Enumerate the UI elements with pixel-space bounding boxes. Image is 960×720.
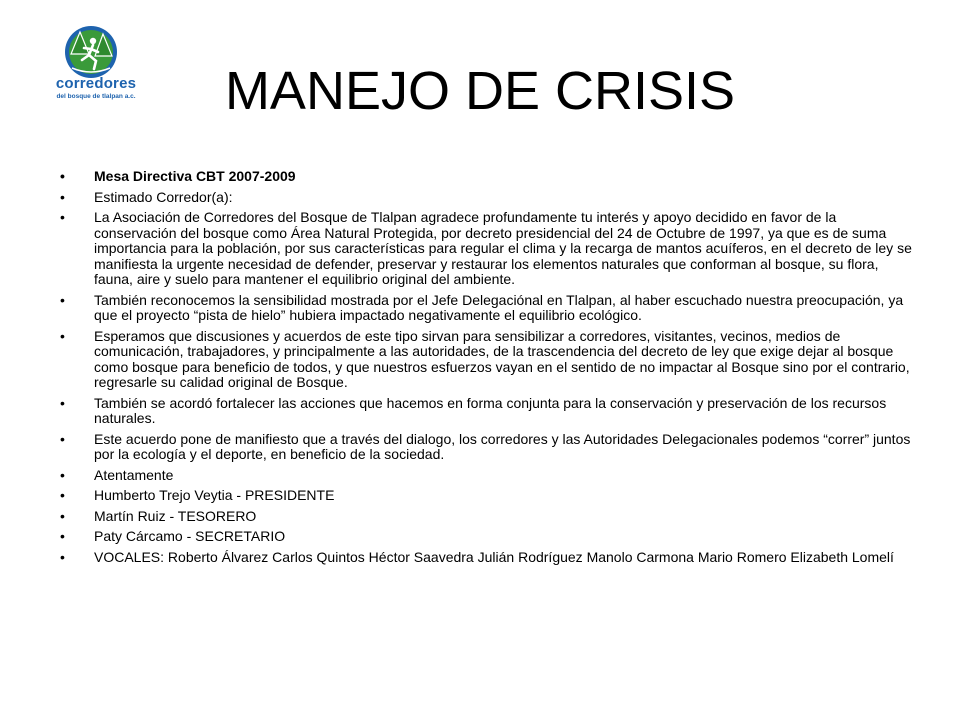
logo-subtitle: del bosque de tlalpan a.c.	[56, 93, 136, 100]
bullet-item: • Atentamente	[56, 468, 912, 484]
bullet-item: • Martín Ruiz - TESORERO	[56, 509, 912, 525]
page-title: MANEJO DE CRISIS	[224, 61, 736, 121]
bullet-item: • Estimado Corredor(a):	[56, 190, 912, 206]
bullet-item: • Este acuerdo pone de manifiesto que a través del dialogo, los corredores y las Autoridades Delegacionales podemos “correr” juntos por la ecología y el deporte, en beneficio de la sociedad.	[56, 432, 912, 463]
bullet-item: • También reconocemos la sensibilidad mostrada por el Jefe Delegaciónal en Tlalpan, al haber escuchado nuestra preocupación, ya que el proyecto “pista de hielo” hubiera impactado negativamente el equilibrio ecológico.	[56, 293, 912, 324]
bullet-item: • Esperamos que discusiones y acuerdos de este tipo sirvan para sensibilizar a corredores, visitantes, vecinos, medios de comunicación, trabajadores, y principalmente a las autoridades, de la trascendencia del decreto de ley que exige dejar al bosque como bosque para beneficio de todos, y que nuestros esfuerzos vayan en el sentido de no impactar al Bosque sino por el contrario, regresarle su calidad original de Bosque.	[56, 329, 912, 391]
bullet-item: • También se acordó fortalecer las acciones que hacemos en forma conjunta para la conservación y preservación de los recursos naturales.	[56, 396, 912, 427]
bullet-item: • Humberto Trejo Veytia - PRESIDENTE	[56, 488, 912, 504]
bullet-item: • Paty Cárcamo - SECRETARIO	[56, 529, 912, 545]
logo-wordmark: corredores	[55, 75, 137, 92]
bullet-item: • La Asociación de Corredores del Bosque de Tlalpan agradece profundamente tu interés y apoyo decidido en favor de la conservación del bosque como Área Natural Protegida, por decreto presidencial del 24 de Octubre de 1997, ya que es de suma importancia para la población, por sus características para regular el clima y la recarga de mantos acuíferos, en el decreto de ley se manifiesta la urgente necesidad de defender, preservar y restaurar los elementos naturales que conforman al bosque, su flora, fauna, aire y suelo para mantener el equilibrio original del ambiente.	[56, 210, 912, 288]
bullet-list	[56, 169, 912, 570]
bullet-item: • Mesa Directiva CBT 2007-2009	[56, 169, 912, 185]
bullet-item: • VOCALES: Roberto Álvarez Carlos Quintos Héctor Saavedra Julián Rodríguez Manolo Carmona Mario Romero Elizabeth Lomelí	[56, 550, 912, 566]
